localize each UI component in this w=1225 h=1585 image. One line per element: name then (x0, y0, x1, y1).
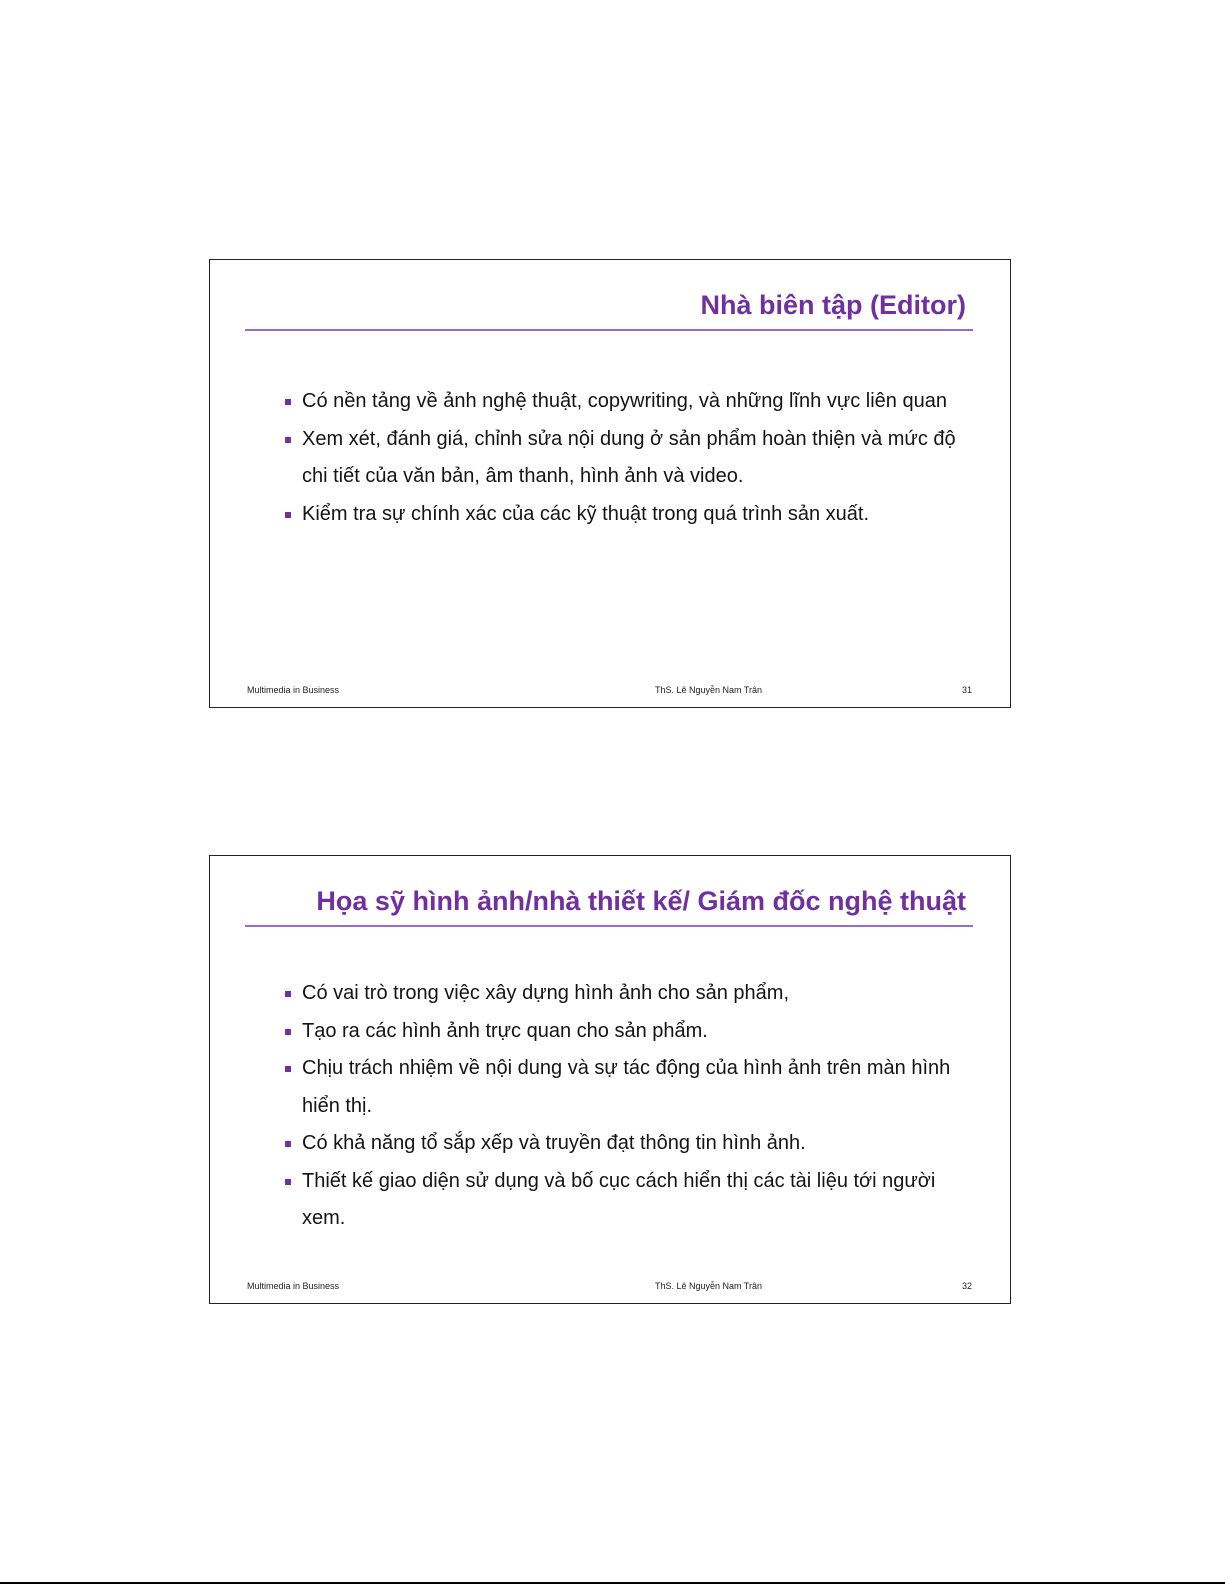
footer-page-number: 32 (961, 1281, 972, 1291)
square-bullet-icon (285, 437, 291, 443)
bullet-item (285, 1050, 970, 1125)
bullet-list (285, 975, 970, 1238)
title-divider (245, 925, 973, 927)
footer-course: Multimedia in Business (247, 1281, 340, 1291)
page-bottom-border (0, 1582, 1225, 1584)
bullet-text: Thiết kế giao diện sử dụng và bố cục cách hiển thị các tài liệu tới người xem. (302, 1169, 936, 1229)
bullet-item (285, 421, 970, 496)
bullet-text: Có khả năng tổ sắp xếp và truyền đạt thông tin hình ảnh. (302, 1132, 806, 1154)
square-bullet-icon (285, 1029, 291, 1035)
square-bullet-icon (285, 1141, 291, 1147)
bullet-item (285, 496, 970, 534)
bullet-text: Chịu trách nhiệm về nội dung và sự tác động của hình ảnh trên màn hình hiển thị. (302, 1057, 951, 1117)
footer-course: Multimedia in Business (247, 685, 340, 695)
footer-author: ThS. Lê Nguyễn Nam Trân (655, 685, 763, 695)
square-bullet-icon (285, 512, 291, 518)
bullet-item (285, 1163, 970, 1238)
bullet-text: Có vai trò trong việc xây dựng hình ảnh cho sản phẩm, (302, 982, 790, 1004)
bullet-item (285, 1013, 970, 1051)
bullet-text: Kiểm tra sự chính xác của các kỹ thuật trong quá trình sản xuất. (302, 502, 870, 525)
footer-author: ThS. Lê Nguyễn Nam Trân (655, 1281, 763, 1291)
square-bullet-icon (285, 1066, 291, 1072)
slide-title: Nhà biên tập (Editor) (700, 290, 966, 320)
bullet-item (285, 975, 970, 1013)
footer-page-number: 31 (961, 685, 972, 695)
bullet-text: Có nền tảng về ảnh nghệ thuật, copywriting, và những lĩnh vực liên quan (302, 390, 947, 412)
bullet-text: Xem xét, đánh giá, chỉnh sửa nội dung ở sản phẩm hoàn thiện và mức độ chi tiết của văn bản, âm thanh, hình ảnh và video. (302, 427, 956, 487)
bullet-text: Tạo ra các hình ảnh trực quan cho sản phẩm. (302, 1019, 708, 1042)
slide-31 (209, 259, 1011, 708)
square-bullet-icon (285, 399, 291, 405)
title-divider (245, 329, 973, 331)
bullet-item (285, 1125, 970, 1163)
slide-title: Họa sỹ hình ảnh/nhà thiết kế/ Giám đốc nghệ thuật (316, 886, 966, 916)
square-bullet-icon (285, 991, 291, 997)
slide-32 (209, 855, 1011, 1304)
square-bullet-icon (285, 1179, 291, 1185)
bullet-item (285, 383, 970, 421)
bullet-list (285, 383, 970, 533)
